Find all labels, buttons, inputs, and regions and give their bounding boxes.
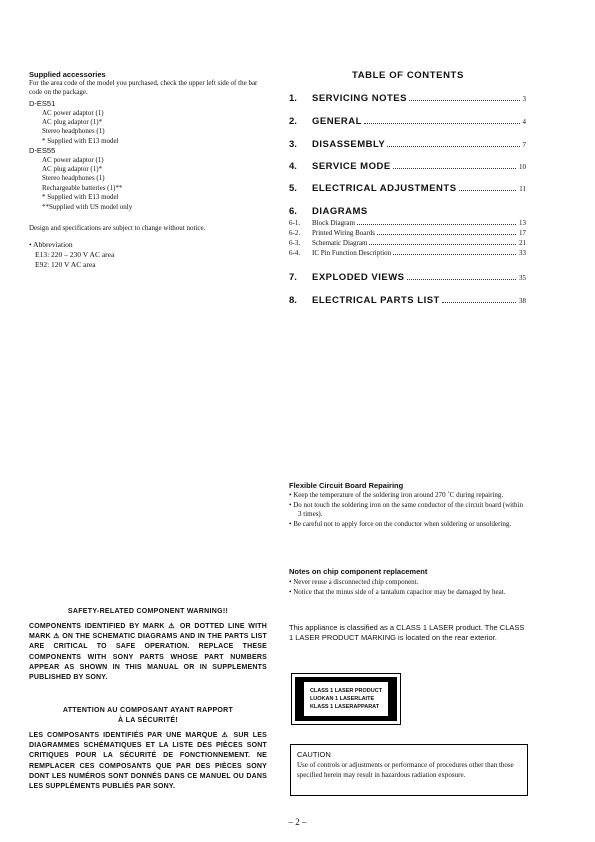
accessory-item: AC plug adaptor (1)*	[42, 165, 103, 174]
caution-box	[290, 744, 528, 796]
toc-sub-entry[interactable]: 6-3. Schematic Diagram 21	[289, 239, 526, 247]
abbreviation-block	[29, 240, 114, 270]
accessories-intro: For the area code of the model you purchased, check the upper left side of the bar code on the package.	[29, 79, 258, 97]
abbreviation-item: E13: 220 – 230 V AC area	[35, 250, 115, 259]
toc-sub-entry[interactable]: 6-1. Block Diagram 13	[289, 219, 526, 227]
toc-sub-entry[interactable]: 6-2. Printed Wiring Boards 17	[289, 229, 526, 237]
chip-notes-list	[289, 578, 527, 597]
caution-title: CAUTION	[297, 750, 331, 759]
abbreviation-item: E92: 120 V AC area	[35, 260, 96, 269]
accessory-item: * Supplied with E13 model	[42, 193, 119, 202]
toc-entry[interactable]: 8. ELECTRICAL PARTS LIST 38	[289, 295, 526, 306]
toc-entry[interactable]: 4. SERVICE MODE 10	[289, 161, 526, 172]
list-item: • Do not touch the soldering iron on the same conductor of the circuit board (within 3 times).	[289, 501, 527, 520]
accessory-item: AC plug adaptor (1)*	[42, 117, 103, 126]
laser-product-label	[291, 673, 401, 725]
class1-notice: This appliance is classified as a CLASS 1 LASER product. The CLASS 1 LASER PRODUCT MARKING is located on the rear exterior.	[289, 623, 525, 642]
safety-warning-title-fr: ATTENTION AU COMPOSANT AYANT RAPPORT À LA SÉCURITÉ!	[62, 707, 234, 724]
toc-entry[interactable]: 6. DIAGRAMS	[289, 206, 368, 217]
model-name: D-ES51	[29, 99, 56, 108]
accessories-title: Supplied accessories	[29, 70, 106, 79]
toc-entry[interactable]: 1. SERVICING NOTES 3	[289, 93, 526, 104]
toc-entry[interactable]: 7. EXPLODED VIEWS 35	[289, 272, 526, 283]
toc-sub-entry[interactable]: 6-4. IC Pin Function Description 33	[289, 249, 526, 257]
list-item: • Be careful not to apply force on the conductor when soldering or unsoldering.	[289, 520, 527, 530]
model-name: D-ES55	[29, 146, 56, 156]
list-item: • Keep the temperature of the soldering iron around 270 ˚C during repairing.	[289, 491, 527, 501]
chip-notes-title: Notes on chip component replacement	[289, 567, 428, 576]
accessory-item: Rechargeable batteries (1)**	[42, 183, 123, 192]
laser-label-line: KLASS 1 LASERAPPARAT	[309, 704, 380, 710]
accessory-item: * Supplied with E13 model	[42, 136, 119, 145]
laser-label-line: LUOKAN 1 LASERLAITE	[309, 696, 375, 702]
flex-repair-title: Flexible Circuit Board Repairing	[289, 481, 404, 490]
accessory-item: **Supplied with US model only	[42, 202, 133, 211]
toc-entry[interactable]: 2. GENERAL 4	[289, 116, 526, 127]
abbreviation-title: • Abbreviation	[29, 240, 73, 249]
page-number: – 2 –	[288, 817, 307, 827]
accessories-models	[29, 99, 267, 212]
safety-warning-body-fr: LES COMPOSANTS IDENTIFIÉS PAR UNE MARQUE ⚠ SUR LES DIAGRAMMES SCHÉMATIQUES ET LA LISTE DES PIÈCES SONT CRITIQUES POUR LA SÉCURITÉ DE FONCTIONNEMENT. NE REMPLACER CES COMPOSANTS QUE PAR DES PIÈCES SONY DONT LES NUMÉROS SONT DONNÉS DANS CE MANUEL OU DANS LES SUPPLÉMENTS PUBLIÉS PAR SONY.	[29, 732, 267, 791]
accessory-item: Stereo headphones (1)	[42, 127, 105, 136]
safety-warning-title: SAFETY-RELATED COMPONENT WARNING!!	[67, 608, 229, 615]
caution-text: Use of controls or adjustments or performance of procedures other than those specified herein may result in hazardous radiation exposure.	[297, 761, 514, 779]
accessory-item: AC power adaptor (1)	[42, 108, 104, 117]
design-note: Design and specifications are subject to change without notice.	[29, 224, 206, 232]
safety-warning-body: COMPONENTS IDENTIFIED BY MARK ⚠ OR DOTTED LINE WITH MARK ⚠ ON THE SCHEMATIC DIAGRAMS AND IN THE PARTS LIST ARE CRITICAL TO SAFE OPERATION. REPLACE THESE COMPONENTS WITH SONY PARTS WHOSE PART NUMBERS APPEAR AS SHOWN IN THIS MANUAL OR IN SUPPLEMENTS PUBLISHED BY SONY.	[29, 623, 267, 682]
flex-repair-list	[289, 491, 527, 529]
laser-label-line: CLASS 1 LASER PRODUCT	[309, 688, 383, 694]
list-item: • Notice that the minus side of a tantalum capacitor may be damaged by heat.	[289, 588, 527, 598]
toc-entry[interactable]: 5. ELECTRICAL ADJUSTMENTS 11	[289, 183, 526, 194]
list-item: • Never reuse a disconnected chip component.	[289, 578, 527, 588]
accessory-item: AC power adaptor (1)	[42, 155, 104, 164]
toc-title: TABLE OF CONTENTS	[352, 70, 464, 81]
accessory-item: Stereo headphones (1)	[42, 174, 105, 183]
toc-entry[interactable]: 3. DISASSEMBLY 7	[289, 139, 526, 150]
